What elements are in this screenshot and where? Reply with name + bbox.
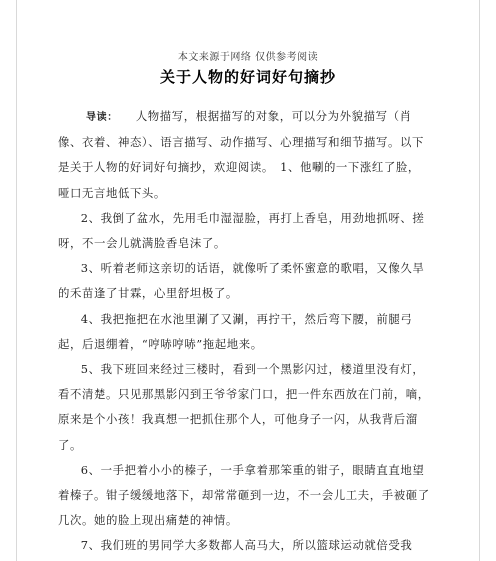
document-title: 关于人物的好词好句摘抄 bbox=[159, 68, 336, 86]
intro-paragraph bbox=[58, 104, 430, 206]
paragraph-2: 2、我倒了盆水，先用毛巾湿湿脸，再打上香皂，用劲地抓呀、搓呀，不一会儿就满脸香皂沫了。 bbox=[58, 210, 425, 251]
paragraph-5: 5、我下班回来经过三楼时，看到一个黑影闪过，楼道里没有灯，看不清楚。只见那黑影闪到王爷爷家门口，把一件东西放在门前，嘀，原来是个小孩！我真想一把抓住那个人，可他身子一闪，从我背后溜了。 bbox=[58, 362, 430, 452]
document-body bbox=[58, 104, 430, 559]
paragraph-7: 7、我们班的男同学大多数都人高马大，所以篮球运动就倍受我 bbox=[80, 538, 413, 553]
paragraph-6: 6、一手把着小小的榛子，一手拿着那笨重的钳子，眼睛直直地望着榛子。钳子缓缓地落下，却常常砸到一边，不一会儿工夫，手被砸了几次。她的脸上现出痛楚的神情。 bbox=[58, 462, 430, 528]
source-note: 本文来源于网络 仅供参考阅读 bbox=[177, 52, 319, 63]
paragraph-4: 4、我把拖把在水池里涮了又涮，再拧干，然后弯下腰，前腿弓起，后退绷着，“哼哧哼哧”拖起地来。 bbox=[58, 311, 413, 351]
paragraph-3: 3、听着老师这亲切的话语，就像听了柔怀蜜意的歌唱，又像久旱的禾苗逢了甘霖，心里舒坦极了。 bbox=[58, 261, 425, 301]
intro-text: 人物描写，根据描写的对象，可以分为外貌描写（肖像、衣着、神态）、语言描写、动作描写、心理描写和细节描写。以下是关于人物的好词好句摘抄，欢迎阅读。 1、他唰的一下涨红了脸，哑口无言地低下头。 bbox=[58, 109, 425, 200]
lead-label: 导读： bbox=[86, 112, 118, 123]
